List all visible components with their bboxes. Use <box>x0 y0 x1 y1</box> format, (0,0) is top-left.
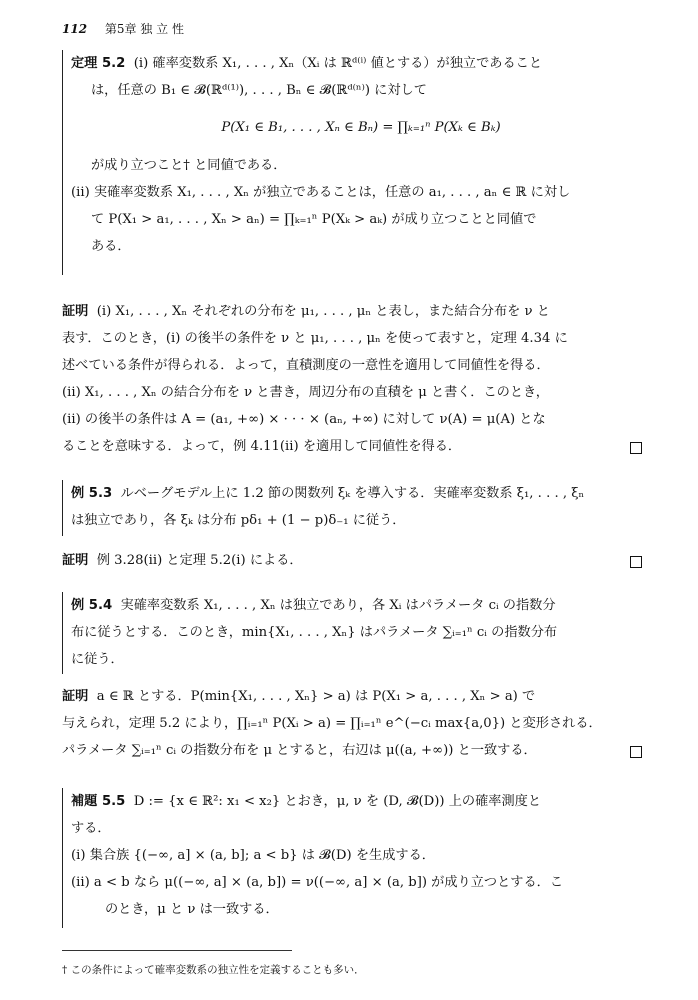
example-line-2: は独立であり，各 ξₖ は分布 pδ₁ + (1 − p)δ₋₁ に従う． <box>71 513 406 528</box>
lemma-label: 補題 5.5 <box>71 794 126 809</box>
qed-box <box>630 746 642 758</box>
lemma-line-4: (ii) a < b なら μ((−∞, a] × (a, b]) = ν((−∞, a] × (a, b]) が成り立つとする．こ <box>71 875 564 890</box>
theorem-line-6: ある． <box>91 239 131 254</box>
footnote-rule <box>62 950 292 951</box>
proof-5-2 <box>62 298 642 460</box>
footnote: † この条件によって確率変数系の独立性を定義することも多い． <box>62 964 365 976</box>
proof-line-2: 表す．このとき，(i) の後半の条件を ν と μ₁, . . . , μₙ を使って表すと，定理 4.34 に <box>62 331 568 346</box>
proof-line-1: a ∈ ℝ とする．P(min{X₁, . . . , Xₙ} > a) は P(X₁ > a, . . . , Xₙ > a) で <box>96 689 536 704</box>
proof-line-6: ることを意味する．よって，例 4.11(ii) を適用して同値性を得る． <box>62 439 462 454</box>
lemma-line-5: のとき，μ と ν は一致する． <box>105 902 279 917</box>
proof-line-3: 述べている条件が得られる．よって，直積測度の一意性を適用して同値性を得る． <box>62 358 550 373</box>
theorem-equation: P(X₁ ∈ B₁, . . . , Xₙ ∈ Bₙ) = ∏ₖ₌₁ⁿ P(Xₖ ∈ Bₖ) <box>221 120 501 135</box>
proof-line-3: パラメータ ∑ᵢ₌₁ⁿ cᵢ の指数分布を μ とすると，右辺は μ((a, +∞)) と一致する． <box>62 743 537 758</box>
chapter-title: 第5章 独 立 性 <box>104 22 184 36</box>
page-number: 112 <box>62 22 88 36</box>
theorem-line-3: が成り立つこと† と同値である． <box>91 158 287 173</box>
theorem-line-1: (i) 確率変数系 X₁, . . . , Xₙ（Xᵢ は ℝᵈ⁽ⁱ⁾ 値とする）が独立であること <box>133 56 543 71</box>
example-5-3 <box>62 480 651 536</box>
example-line-3: に従う． <box>71 652 124 667</box>
example-label: 例 5.3 <box>71 486 113 501</box>
proof-5-3 <box>62 547 642 574</box>
example-line-1: ルベーグモデル上に 1.2 節の関数列 ξₖ を導入する．実確率変数系 ξ₁, . . . , ξₙ <box>120 486 585 501</box>
theorem-line-2: は，任意の B₁ ∈ 𝓑(ℝᵈ⁽¹⁾), . . . , Bₙ ∈ 𝓑(ℝᵈ⁽ⁿ⁾) に対して <box>91 83 427 98</box>
qed-box <box>630 442 642 454</box>
example-5-4 <box>62 592 651 674</box>
proof-label: 証明 <box>62 304 89 319</box>
proof-line-5: (ii) の後半の条件は A = (a₁, +∞) × · · · × (aₙ, +∞) に対して ν(A) = μ(A) とな <box>62 412 546 427</box>
lemma-line-1: D := {x ∈ ℝ²: x₁ < x₂} とおき，μ, ν を (D, 𝓑(D)) 上の確率測度と <box>133 794 542 809</box>
running-header <box>62 20 184 37</box>
proof-line-1: 例 3.28(ii) と定理 5.2(i) による． <box>96 553 303 568</box>
proof-line-1: (i) X₁, . . . , Xₙ それぞれの分布を μ₁, . . . , μₙ と表し，また結合分布を ν と <box>96 304 550 319</box>
qed-box <box>630 556 642 568</box>
proof-label: 証明 <box>62 553 89 568</box>
lemma-line-2: する． <box>71 821 111 836</box>
theorem-label: 定理 5.2 <box>71 56 126 71</box>
theorem-5-2 <box>62 50 651 275</box>
theorem-line-5: て P(X₁ > a₁, . . . , Xₙ > aₙ) = ∏ₖ₌₁ⁿ P(Xₖ > aₖ) が成り立つことと同値で <box>91 212 537 227</box>
proof-label: 証明 <box>62 689 89 704</box>
proof-line-4: (ii) X₁, . . . , Xₙ の結合分布を ν と書き，周辺分布の直積を μ と書く．このとき， <box>62 385 549 400</box>
example-label: 例 5.4 <box>71 598 113 613</box>
lemma-5-5 <box>62 788 651 928</box>
example-line-1: 実確率変数系 X₁, . . . , Xₙ は独立であり，各 Xᵢ はパラメータ cᵢ の指数分 <box>120 598 556 613</box>
theorem-line-4: (ii) 実確率変数系 X₁, . . . , Xₙ が独立であることは，任意の a₁, . . . , aₙ ∈ ℝ に対し <box>71 185 571 200</box>
proof-line-2: 与えられ，定理 5.2 により，∏ᵢ₌₁ⁿ P(Xᵢ > a) = ∏ᵢ₌₁ⁿ e^(−cᵢ max{a,0}) と変形される． <box>62 716 602 731</box>
lemma-line-3: (i) 集合族 {(−∞, a] × (a, b]; a < b} は 𝓑(D) を生成する． <box>71 848 435 863</box>
proof-5-4 <box>62 683 642 764</box>
example-line-2: 布に従うとする．このとき，min{X₁, . . . , Xₙ} はパラメータ ∑ᵢ₌₁ⁿ cᵢ の指数分布 <box>71 625 558 640</box>
